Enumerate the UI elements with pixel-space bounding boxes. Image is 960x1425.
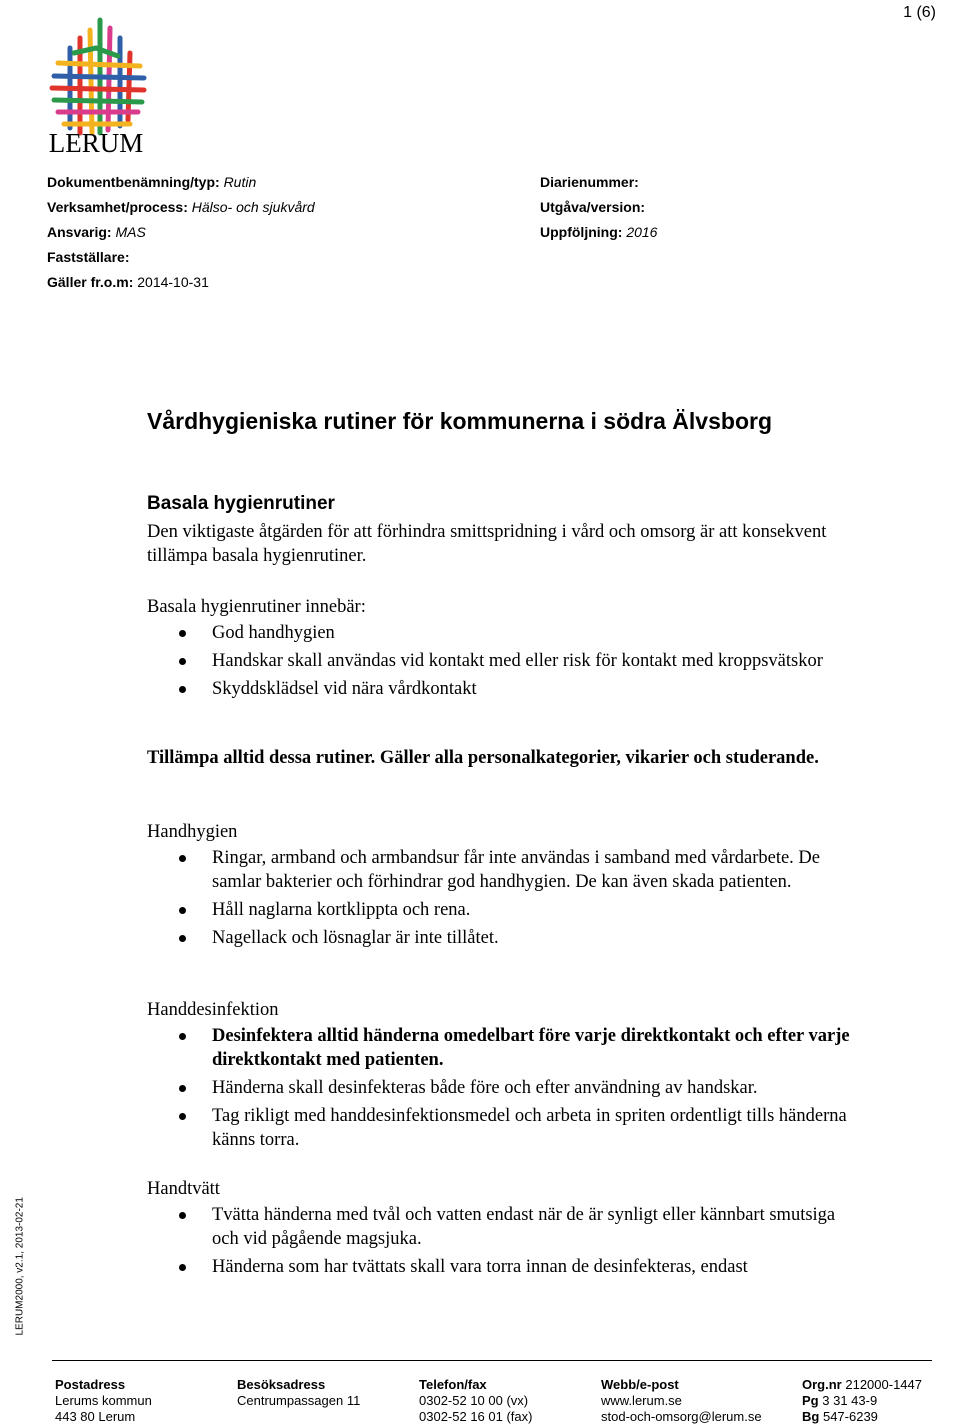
footer-org-value: 212000-1447 bbox=[845, 1377, 922, 1392]
footer-pg-label: Pg bbox=[802, 1393, 819, 1408]
list-item: Tag rikligt med handdesinfektionsmedel och arbeta in spriten ordentligt tills händerna känns torra. bbox=[147, 1104, 857, 1152]
footer-postadress-line1: Lerums kommun bbox=[55, 1393, 152, 1408]
meta-galler: Gäller fr.o.m: 2014-10-31 bbox=[47, 274, 209, 290]
list-item: God handhygien bbox=[147, 621, 857, 645]
handhygien-heading: Handhygien bbox=[147, 822, 238, 842]
footer-webb-link[interactable]: www.lerum.se bbox=[601, 1393, 682, 1408]
list-item: Nagellack och lösnaglar är inte tillåtet. bbox=[147, 926, 857, 950]
document-subtitle: Basala hygienrutiner bbox=[147, 493, 335, 514]
basala-list bbox=[147, 621, 857, 701]
meta-doctype: Dokumentbenämning/typ: Rutin bbox=[47, 174, 257, 190]
footer-org bbox=[802, 1377, 922, 1425]
handtvatt-section bbox=[147, 1177, 857, 1283]
footer-telefon-line1: 0302-52 10 00 (vx) bbox=[419, 1393, 529, 1408]
footer-besoksadress-title: Besöksadress bbox=[237, 1377, 326, 1392]
handdesinfektion-section bbox=[147, 998, 857, 1156]
footer-bg-value: 547-6239 bbox=[822, 1409, 878, 1424]
list-item: Ringar, armband och armbandsur får inte användas i samband med vårdarbete. De samlar bakterier och förhindrar god handhygien. De kan även skada patienten. bbox=[147, 846, 857, 894]
meta-right bbox=[540, 170, 657, 245]
list-item: Skyddsklädsel vid nära vårdkontakt bbox=[147, 677, 857, 701]
footer-pg-value: 3 31 43-9 bbox=[822, 1393, 878, 1408]
footer-bg-label: Bg bbox=[802, 1409, 820, 1424]
list-item: Desinfektera alltid händerna omedelbart före varje direktkontakt och efter varje direktkontakt med patienten. bbox=[147, 1024, 857, 1072]
list-item: Händerna skall desinfekteras både före och efter användning av handskar. bbox=[147, 1076, 857, 1100]
list-item: Handskar skall användas vid kontakt med eller risk för kontakt med kroppsvätskor bbox=[147, 649, 857, 673]
tillampa-note: Tillämpa alltid dessa rutiner. Gäller alla personalkategorier, vikarier och studerande. bbox=[147, 748, 819, 768]
meta-uppfoljning: Uppföljning: 2016 bbox=[540, 224, 658, 240]
footer-webb bbox=[601, 1377, 762, 1425]
footer-webb-title: Webb/e-post bbox=[601, 1377, 679, 1392]
footer-divider bbox=[52, 1360, 932, 1361]
basala-heading: Basala hygienrutiner innebär: bbox=[147, 597, 366, 617]
meta-utgava: Utgåva/version: bbox=[540, 199, 646, 215]
footer-telefon bbox=[419, 1377, 532, 1425]
footer-besoksadress-line1: Centrumpassagen 11 bbox=[237, 1393, 361, 1408]
intro-text: Den viktigaste åtgärden för att förhindra smittspridning i vård och omsorg är att konsekvent tillämpa basala hygienrutiner. bbox=[147, 522, 827, 566]
template-version: LERUM2000, v2.1, 2013-02-21 bbox=[14, 1197, 26, 1336]
footer-postadress-line2: 443 80 Lerum bbox=[55, 1409, 136, 1424]
meta-faststallare: Fastställare: bbox=[47, 249, 130, 265]
lerum-logo bbox=[40, 8, 152, 158]
document-title: Vårdhygieniska rutiner för kommunerna i södra Älvsborg bbox=[147, 408, 772, 434]
meta-diarienummer: Diarienummer: bbox=[540, 174, 639, 190]
footer-besoksadress bbox=[237, 1377, 360, 1409]
meta-left bbox=[47, 170, 315, 295]
page-number: 1 (6) bbox=[903, 4, 936, 21]
list-item: Händerna som har tvättats skall vara torra innan de desinfekteras, endast bbox=[147, 1255, 857, 1279]
meta-ansvarig: Ansvarig: MAS bbox=[47, 224, 146, 240]
list-item: Håll naglarna kortklippta och rena. bbox=[147, 898, 857, 922]
lerum-logo-graphic bbox=[40, 8, 152, 158]
footer-telefon-line2: 0302-52 16 01 (fax) bbox=[419, 1409, 533, 1424]
footer-org-label: Org.nr bbox=[802, 1377, 842, 1392]
handdesinfektion-heading: Handdesinfektion bbox=[147, 1000, 279, 1020]
footer-telefon-title: Telefon/fax bbox=[419, 1377, 487, 1392]
footer-email-link[interactable]: stod-och-omsorg@lerum.se bbox=[601, 1409, 762, 1424]
logo-wordmark: LERUM bbox=[48, 128, 144, 158]
handhygien-section bbox=[147, 820, 857, 954]
list-item: Tvätta händerna med tvål och vatten endast när de är synligt eller kännbart smutsiga och vid pågående magsjuka. bbox=[147, 1203, 857, 1251]
handtvatt-heading: Handtvätt bbox=[147, 1179, 220, 1199]
footer-postadress bbox=[55, 1377, 152, 1425]
handtvatt-list bbox=[147, 1203, 857, 1279]
handdesinfektion-list bbox=[147, 1024, 857, 1152]
handhygien-list bbox=[147, 846, 857, 950]
footer-postadress-title: Postadress bbox=[55, 1377, 126, 1392]
basala-section bbox=[147, 595, 857, 705]
meta-process: Verksamhet/process: Hälso- och sjukvård bbox=[47, 199, 315, 215]
